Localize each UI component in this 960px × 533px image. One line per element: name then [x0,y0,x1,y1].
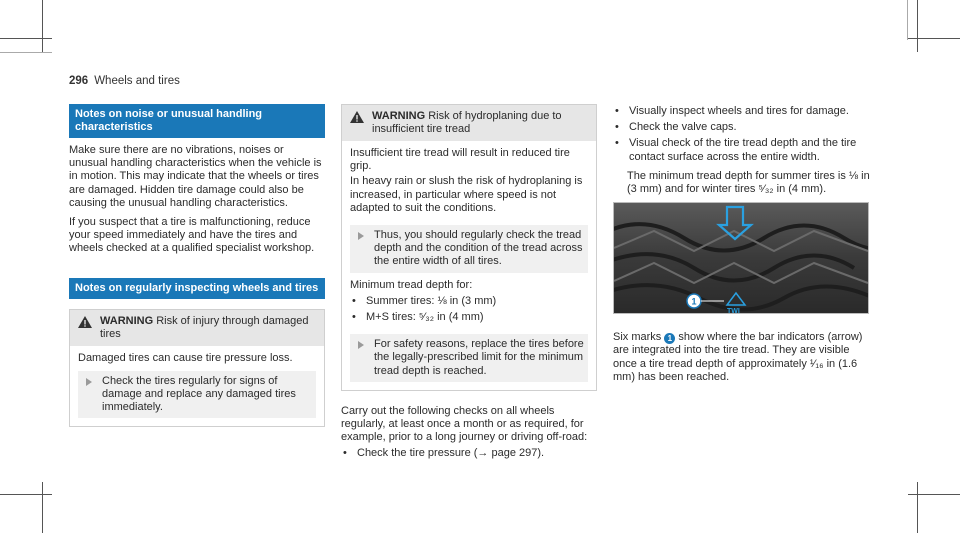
section-title-noise: Notes on noise or unusual handling characteristics [69,104,325,138]
warning-label: WARNING [100,314,154,327]
instruction-step-text: Thus, you should regularly check the tread depth and the condition of the tread across the entire width of all tires. [374,229,583,268]
step-arrow-icon [86,378,92,386]
list-item: • M+S tires: ⁵⁄₃₂ in (4 mm) [352,311,484,324]
warning-label: WARNING [372,110,426,122]
checks-list [341,447,597,460]
page-header [69,75,180,87]
min-depth-label: Minimum tread depth for: [350,278,473,291]
crop-mark [908,38,960,39]
paragraph-noise: Make sure there are no vibrations, noises or unusual handling characteristics when the vehicle is in motion. This may indicate that the wheels or tires are damaged. Hidden tire damage could also be causing the unusual handling characteristics. [69,144,322,209]
warning-body [70,346,324,427]
image-caption: Six marks 1 show where the bar indicators (arrow) are integrated into the tire tread. They are visible once a tire tread depth of approximately ¹⁄₁₆ in (1.6 mm) has been reached. [613,331,863,383]
warning-header [342,105,596,141]
paragraph-checks: Carry out the following checks on all wheels regularly, at least once a month or as required, for example, prior to a long journey or driving off-road: [341,404,588,444]
crop-mark [917,482,918,533]
list-item: • Visually inspect wheels and tires for damage. [615,105,849,117]
crop-mark [0,494,52,495]
crop-mark [42,482,43,533]
callout-badge: 1 [664,333,675,344]
warning-triangle-icon [78,316,92,328]
crop-mark [907,0,908,40]
instruction-step [350,334,588,382]
column-right [613,104,873,384]
warning-body-text: Insufficient tire tread will result in reduced tire grip. [350,147,570,173]
crop-mark [917,0,918,52]
warning-box-hydroplaning [341,104,597,391]
min-depth-list [350,295,588,324]
crop-mark [42,0,43,52]
column-middle [341,104,597,461]
warning-header [70,310,324,346]
list-item: • Summer tires: ⅛ in (3 mm) [352,294,497,307]
warning-body-text: Damaged tires can cause tire pressure loss. [78,351,293,364]
instruction-step-text: For safety reasons, replace the tires before the legally-prescribed limit for the minimum tread depth is reached. [374,338,584,377]
instruction-step [350,225,588,273]
inspection-list [613,105,873,164]
page-number: 296 [69,75,89,87]
warning-body-text: In heavy rain or slush the risk of hydroplaning is increased, in particular where speed is not adapted to suit the conditions. [350,175,583,214]
warning-text: Risk of injury through damaged tires [100,314,309,340]
callout-number: 1 [691,296,697,307]
warning-text: Risk of hydroplaning due to insufficient tire tread [372,110,562,135]
page-header-title: Wheels and tires [94,75,180,87]
crop-mark [908,494,960,495]
section-title-inspecting: Notes on regularly inspecting wheels and tires [69,278,325,299]
twi-label: TWI [727,308,740,315]
min-depth-note: The minimum tread depth for summer tires is ⅛ in (3 mm) and for winter tires ⁵⁄₃₂ in (4 mm). [627,169,870,196]
warning-triangle-icon [350,111,364,123]
warning-body [342,141,596,390]
list-item: • Check the tire pressure (→ page 297). [343,447,545,460]
warning-box-injury [69,309,325,428]
list-item: • Check the valve caps. [615,121,737,134]
paragraph-malfunction: If you suspect that a tire is malfunctioning, reduce your speed immediately and have the tires and wheels checked at a qualified specialist workshop. [69,216,315,255]
tire-tread-image [613,202,869,314]
crop-mark [0,38,52,39]
list-item: • Visual check of the tire tread depth and the tire contact surface across the entire width. [615,137,857,163]
column-left [69,104,325,427]
crop-mark [0,52,52,53]
instruction-step-text: Check the tires regularly for signs of damage and replace any damaged tires immediately. [102,374,296,414]
instruction-step [78,371,316,419]
step-arrow-icon [358,232,364,240]
step-arrow-icon [358,341,364,349]
